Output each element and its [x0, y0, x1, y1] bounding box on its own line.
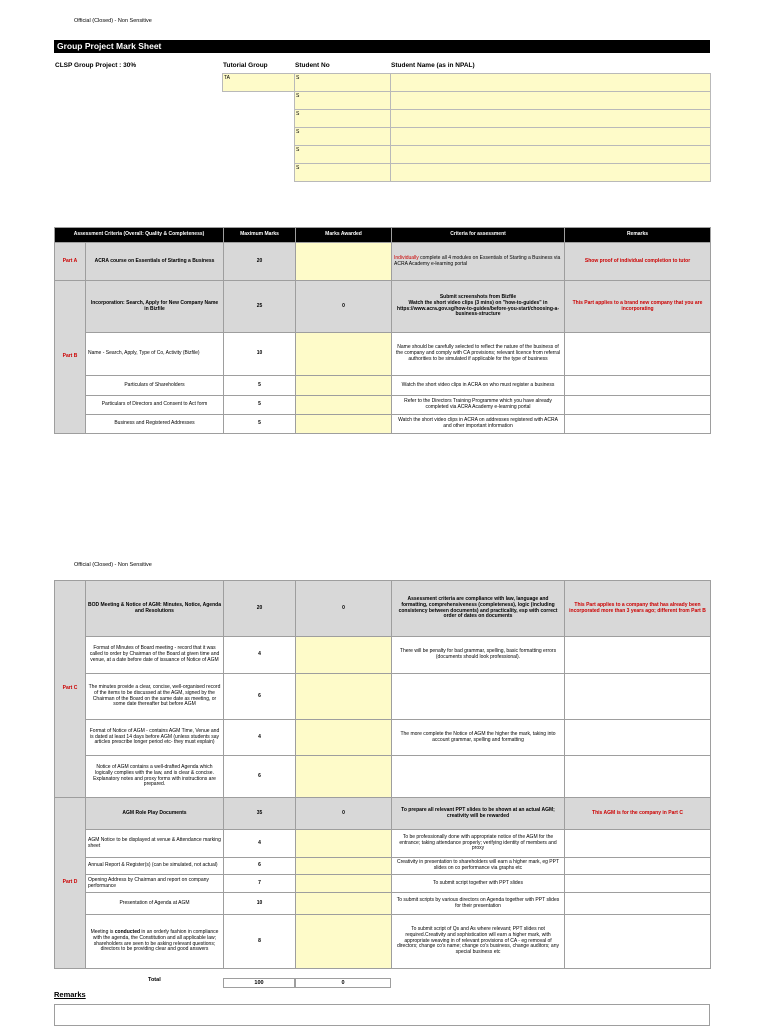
part-b-awarded-field[interactable] [296, 376, 392, 396]
part-c-criteria [392, 674, 565, 720]
part-c-awarded-field[interactable] [296, 674, 392, 720]
part-b-criteria: Refer to the Directors Training Programme which you have already completed via ACRA Academy e-learning portal [392, 396, 565, 415]
part-d-criteria: To submit script together with PPT slides [392, 875, 565, 893]
part-d-max: 10 [224, 893, 296, 915]
part-d-awarded-field[interactable] [296, 915, 392, 969]
col-header-max: Maximum Marks [224, 228, 296, 243]
part-d-item: Opening Address by Chairman and report on company performance [86, 875, 224, 893]
part-b-remark [565, 333, 711, 376]
part-d-max: 7 [224, 875, 296, 893]
part-c-item: Format of Minutes of Board meeting - record that it was called to order by Chairman of the Board at given time and venue, at a date before date of issuance of Notice of AGM [86, 637, 224, 674]
part-d-remark [565, 915, 711, 969]
part-c-criteria: The more complete the Notice of AGM the higher the mark, taking into account grammar, spelling and formatting [392, 720, 565, 756]
part-b-remark [565, 415, 711, 434]
student-name-field[interactable] [391, 74, 711, 92]
part-c-max: 4 [224, 720, 296, 756]
part-c-main-remark: This Part applies to a company that has already been incorporated more than 3 years ago; different from Part B [565, 581, 711, 637]
part-a-awarded-field[interactable] [296, 243, 392, 281]
total-awarded: 0 [295, 978, 391, 988]
part-d-label: Part D [55, 798, 86, 969]
student-name-field[interactable] [391, 164, 711, 182]
part-b-item: Name - Search, Apply, Type of Co, Activity (Bizfile) [86, 333, 224, 376]
part-d-main-awarded: 0 [296, 798, 392, 830]
part-b-max: 5 [224, 396, 296, 415]
total-max: 100 [223, 978, 295, 988]
part-b-main-item: Incorporation: Search, Apply for New Company Name in Bizfile [86, 281, 224, 333]
part-c-criteria [392, 756, 565, 798]
part-c-criteria: There will be penalty for bad grammar, spelling, basic formatting errors (documents should look professional). [392, 637, 565, 674]
student-name-field[interactable] [391, 92, 711, 110]
part-c-remark [565, 637, 711, 674]
tutorial-group-label: Tutorial Group [223, 62, 268, 69]
part-d-criteria: Creativity in presentation to shareholders will earn a higher mark, eg PPT slides on co performance via graphs etc [392, 858, 565, 875]
part-d-remark [565, 830, 711, 858]
student-no-label: Student No [295, 62, 330, 69]
part-c-remark [565, 720, 711, 756]
part-c-item: Notice of AGM contains a well-drafted Agenda which logically complies with the law, and is clear & concise. Explanatory notes and proxy forms with instructions are prepared. [86, 756, 224, 798]
part-d-max: 4 [224, 830, 296, 858]
part-c-max: 6 [224, 756, 296, 798]
part-d-awarded-field[interactable] [296, 830, 392, 858]
part-d-remark [565, 893, 711, 915]
page-title: Group Project Mark Sheet [54, 40, 710, 53]
part-c-awarded-field[interactable] [296, 637, 392, 674]
part-b-criteria: Name should be carefully selected to reflect the nature of the business of the company and comply with CA provisions; relevant licence from referral authorities to be simulated if applicable for the type of business [392, 333, 565, 376]
student-no-field[interactable]: S [295, 110, 391, 128]
assessment-table-1 [54, 227, 711, 434]
part-d-main-item: AGM Role Play Documents [86, 798, 224, 830]
part-c-label: Part C [55, 581, 86, 798]
part-c-main-criteria: Assessment criteria are compliance with law, language and formatting, comprehensiveness (completeness), logic (including consistency between documents) and practicality, esp with correct order of dates on documents [392, 581, 565, 637]
part-d-main-max: 35 [224, 798, 296, 830]
part-d-awarded-field[interactable] [296, 875, 392, 893]
part-b-main-remark: This Part applies to a brand new company that you are incorporating [565, 281, 711, 333]
part-d-main-remark: This AGM is for the company in Part C [565, 798, 711, 830]
official-label: Official (Closed) - Non Sensitive [74, 18, 152, 24]
col-header-remarks: Remarks [565, 228, 711, 243]
part-d-item: Meeting is conducted in an orderly fashion in compliance with the agenda, the Constitution and all applicable law; shareholders are seen to be asking relevant questions; directors to be providing clear and good answers [86, 915, 224, 969]
tutorial-group-field[interactable]: TA [223, 74, 295, 92]
project-label: CLSP Group Project : 30% [55, 62, 137, 69]
remarks-field[interactable] [54, 1004, 710, 1026]
part-c-item: Format of Notice of AGM - contains AGM Time, Venue and is dated at least 14 days before AGM (unless students say articles prescribe longer period etc- they must explain) [86, 720, 224, 756]
part-d-item: AGM Notice to be displayed at venue & Attendance marking sheet [86, 830, 224, 858]
part-a-label: Part A [55, 243, 86, 281]
part-c-main-max: 20 [224, 581, 296, 637]
part-a-criteria: Individually complete all 4 modules on Essentials of Starting a Business via ACRA Academy e-learning portal [392, 243, 565, 281]
part-c-main-item: BOD Meeting & Notice of AGM: Minutes, Notice, Agenda and Resolutions [86, 581, 224, 637]
part-d-max: 8 [224, 915, 296, 969]
part-b-max: 10 [224, 333, 296, 376]
student-no-field[interactable]: S [295, 74, 391, 92]
official-label: Official (Closed) - Non Sensitive [74, 562, 152, 568]
part-b-label: Part B [55, 281, 86, 434]
part-c-max: 6 [224, 674, 296, 720]
part-c-max: 4 [224, 637, 296, 674]
part-b-item: Business and Registered Addresses [86, 415, 224, 434]
remarks-heading: Remarks [54, 990, 86, 999]
student-name-field[interactable] [391, 110, 711, 128]
part-d-awarded-field[interactable] [296, 893, 392, 915]
part-c-remark [565, 756, 711, 798]
student-no-field[interactable]: S [295, 92, 391, 110]
part-c-awarded-field[interactable] [296, 756, 392, 798]
part-d-criteria: To submit script of Qs and As where relevant; PPT slides not required.Creativity and sophistication will earn a higher mark, with appropriate weaving in of relevant provisions of CA - eg removal of directors; change co's name; change co's business, change auditors; any special business etc [392, 915, 565, 969]
part-b-remark [565, 376, 711, 396]
student-name-field[interactable] [391, 146, 711, 164]
part-a-remark: Show proof of individual completion to tutor [565, 243, 711, 281]
part-b-awarded-field[interactable] [296, 333, 392, 376]
part-a-item: ACRA course on Essentials of Starting a Business [86, 243, 224, 281]
part-c-awarded-field[interactable] [296, 720, 392, 756]
student-no-field[interactable]: S [295, 146, 391, 164]
part-c-item: The minutes provide a clear, concise, well-organised record of the items to be discussed at the AGM, signed by the Chairman of the Board on the same date as meeting, or some date thereafter but before AGM [86, 674, 224, 720]
total-label: Total [148, 977, 161, 983]
part-b-awarded-field[interactable] [296, 396, 392, 415]
part-d-remark [565, 858, 711, 875]
col-header-awarded: Marks Awarded [296, 228, 392, 243]
part-b-remark [565, 396, 711, 415]
part-d-remark [565, 875, 711, 893]
student-name-label: Student Name (as in NPAL) [391, 62, 475, 69]
col-header-criteria-assessment: Criteria for assessment [392, 228, 565, 243]
part-b-item: Particulars of Directors and Consent to Act form [86, 396, 224, 415]
part-d-item: Presentation of Agenda at AGM [86, 893, 224, 915]
part-c-remark [565, 674, 711, 720]
part-b-criteria: Watch the short video clips in ACRA on who must register a business [392, 376, 565, 396]
part-b-item: Particulars of Shareholders [86, 376, 224, 396]
part-b-main-awarded: 0 [296, 281, 392, 333]
part-d-main-criteria: To prepare all relevant PPT slides to be shown at an actual AGM; creativity will be rewarded [392, 798, 565, 830]
part-b-awarded-field[interactable] [296, 415, 392, 434]
part-a-max: 20 [224, 243, 296, 281]
assessment-table-2 [54, 580, 711, 969]
student-no-field[interactable]: S [295, 128, 391, 146]
col-header-criteria: Assessment Criteria (Overall: Quality & Completeness) [55, 228, 224, 243]
student-name-field[interactable] [391, 128, 711, 146]
part-b-max: 5 [224, 415, 296, 434]
part-b-max: 5 [224, 376, 296, 396]
part-c-main-awarded: 0 [296, 581, 392, 637]
part-d-item: Annual Report & Register(s) (can be simulated, not actual) [86, 858, 224, 875]
student-grid [222, 73, 711, 182]
part-d-awarded-field[interactable] [296, 858, 392, 875]
part-b-criteria: Watch the short video clips in ACRA on addresses registered with ACRA and other important information [392, 415, 565, 434]
part-b-main-max: 25 [224, 281, 296, 333]
part-b-main-criteria: Submit screenshots from Bizfile Watch the short video clips (3 mins) on "how-to-guides" in https://www.acra.gov.sg/how-to-guides/before-you-start/choosing-a-business-structure [392, 281, 565, 333]
student-no-field[interactable]: S [295, 164, 391, 182]
part-d-criteria: To be professionally done with appropriate notice of the AGM for the entrance; taking attendance properly; verifying identity of members and proxy [392, 830, 565, 858]
part-d-criteria: To submit scripts by various directors on Agenda together with PPT slides for their presentation [392, 893, 565, 915]
part-d-max: 6 [224, 858, 296, 875]
